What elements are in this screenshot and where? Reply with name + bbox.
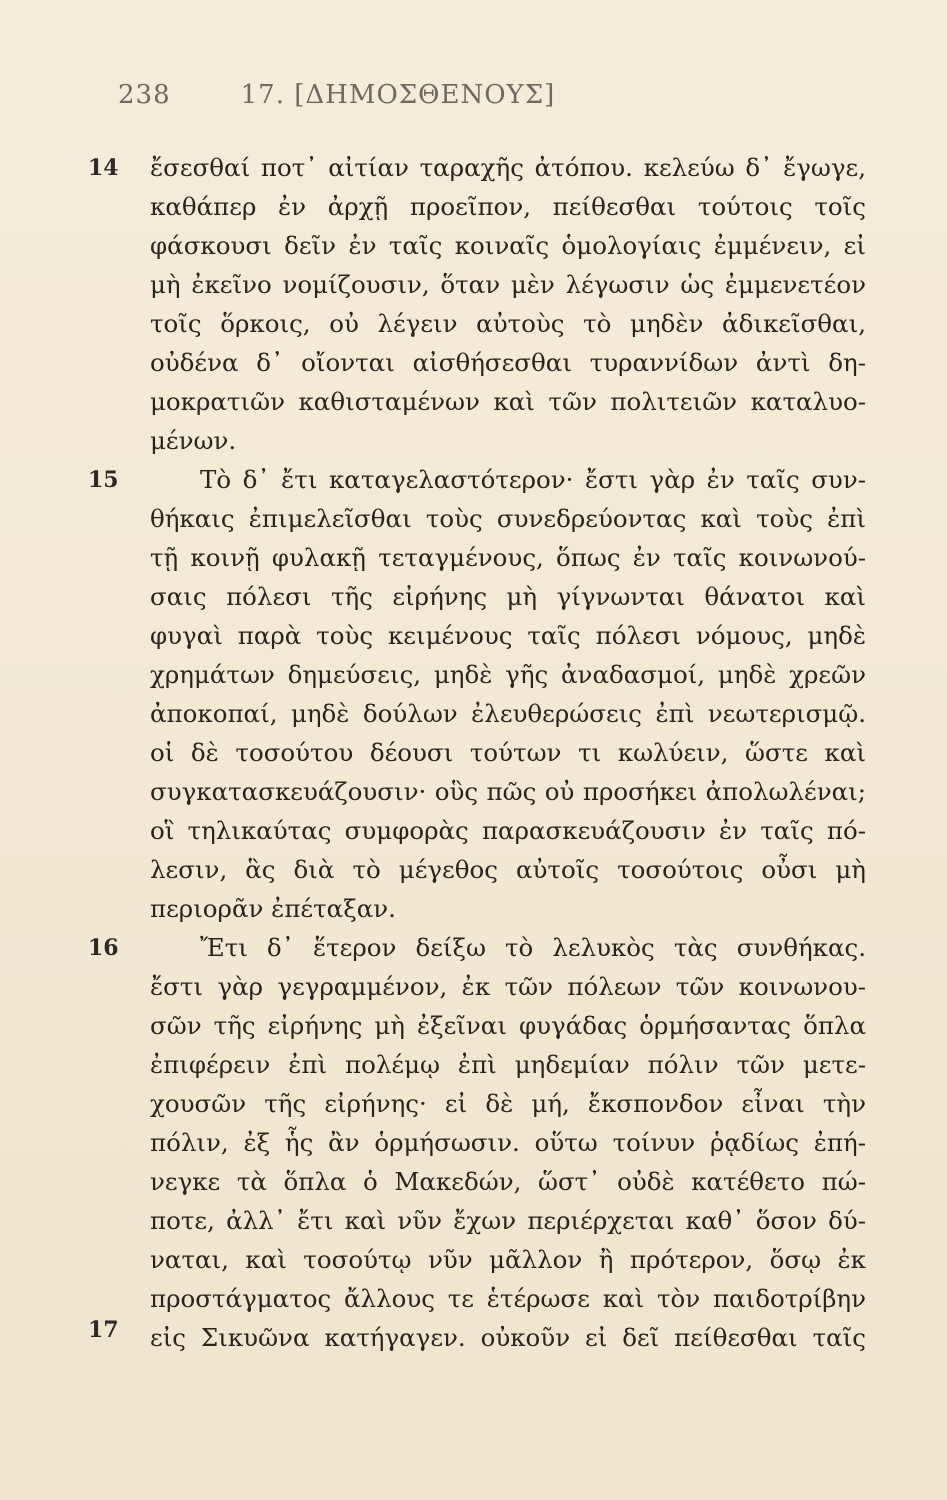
text-line: οἳ τηλικαύτας συμφορὰς παρασκευάζουσιν ἐν ταῖς πό- [150,816,866,845]
text-line: συγκατασκευάζουσιν· οὓς πῶς οὐ προσήκει ἀπολωλέναι; [150,777,866,806]
section-number: 17 [88,1317,119,1343]
text-line: Τὸ δ᾽ ἔτι καταγελαστότερον· ἔστι γὰρ ἐν ταῖς συν- [200,465,866,494]
text-line: φυγαὶ παρὰ τοὺς κειμένους ταῖς πόλεσι νόμους, μηδὲ [150,621,866,650]
text-line: οὐδένα δ᾽ οἴονται αἰσθήσεσθαι τυραννίδων ἀντὶ δη- [150,348,866,377]
text-line: τῇ κοινῇ φυλακῇ τεταγμένους, ὅπως ἐν ταῖς κοινωνού- [150,543,866,572]
text-line: σαις πόλεσι τῆς εἰρήνης μὴ γίγνωνται θάνατοι καὶ [150,582,866,611]
text-line: χρημάτων δημεύσεις, μηδὲ γῆς ἀναδασμοί, μηδὲ χρεῶν [150,660,866,689]
text-line: νεγκε τὰ ὅπλα ὁ Μακεδών, ὥστ᾽ οὐδὲ κατέθετο πώ- [150,1167,866,1196]
text-line: ἀποκοπαί, μηδὲ δούλων ἐλευθερώσεις ἐπὶ νεωτερισμῷ. [150,699,866,728]
text-line: φάσκουσι δεῖν ἐν ταῖς κοιναῖς ὁμολογίαις ἐμμένειν, εἰ [150,231,866,260]
section-number: 16 [88,935,119,961]
text-line: μένων. [150,426,237,455]
text-line: τοῖς ὅρκοις, οὐ λέγειν αὐτοὺς τὸ μηδὲν ἀδικεῖσθαι, [150,309,866,338]
text-line: προστάγματος ἄλλους τε ἑτέρωσε καὶ τὸν παιδοτρίβην [150,1284,866,1313]
text-line: μοκρατιῶν καθισταμένων καὶ τῶν πολιτειῶν καταλυο- [150,387,866,416]
text-line: ἐπιφέρειν ἐπὶ πολέμῳ ἐπὶ μηδεμίαν πόλιν τῶν μετε- [150,1050,866,1079]
section-number: 15 [88,467,119,493]
running-header [118,80,555,112]
text-line: περιορᾶν ἐπέταξαν. [150,894,396,923]
text-line: πόλιν, ἐξ ἧς ἂν ὁρμήσωσιν. οὕτω τοίνυν ῥᾳδίως ἐπή- [150,1128,866,1157]
text-line: εἰς Σικυῶνα κατήγαγεν. οὐκοῦν εἰ δεῖ πείθεσθαι ταῖς [150,1323,866,1352]
text-line: σῶν τῆς εἰρήνης μὴ ἐξεῖναι φυγάδας ὁρμήσαντας ὅπλα [150,1011,866,1040]
text-line: Ἔτι δ᾽ ἕτερον δείξω τὸ λελυκὸς τὰς συνθήκας. [200,933,866,962]
text-line: καθάπερ ἐν ἀρχῇ προεῖπον, πείθεσθαι τούτοις τοῖς [150,192,866,221]
section-number: 14 [88,155,119,181]
text-line: χουσῶν τῆς εἰρήνης· εἰ δὲ μή, ἔκσπονδον εἶναι τὴν [150,1089,866,1118]
text-line: ναται, καὶ τοσούτῳ νῦν μᾶλλον ἢ πρότερον, ὅσῳ ἐκ [150,1245,866,1274]
page-number: 238 [118,80,171,110]
running-title: 17. [ΔΗΜΟΣΘΕΝΟΥΣ] [240,80,556,110]
text-line: θήκαις ἐπιμελεῖσθαι τοὺς συνεδρεύοντας καὶ τοὺς ἐπὶ [150,504,866,533]
text-line: ἔσεσθαί ποτ᾽ αἰτίαν ταραχῆς ἀτόπου. κελεύω δ᾽ ἔγωγε, [150,153,866,182]
text-line: οἱ δὲ τοσούτου δέουσι τούτων τι κωλύειν, ὥστε καὶ [150,738,866,767]
text-line: ἔστι γὰρ γεγραμμένον, ἐκ τῶν πόλεων τῶν κοινωνου- [150,972,866,1001]
text-line: ποτε, ἀλλ᾽ ἔτι καὶ νῦν ἔχων περιέρχεται καθ᾽ ὅσον δύ- [150,1206,866,1235]
text-line: λεσιν, ἃς διὰ τὸ μέγεθος αὐτοῖς τοσούτοις οὖσι μὴ [150,855,866,884]
text-line: μὴ ἐκεῖνο νομίζουσιν, ὅταν μὲν λέγωσιν ὡς ἐμμενετέον [150,270,866,299]
